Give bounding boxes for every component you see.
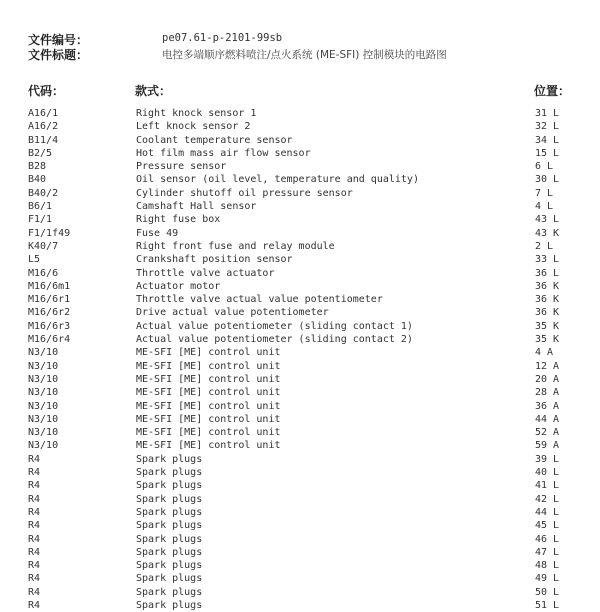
table-row — [0, 373, 600, 386]
component-description: Right knock sensor 1 — [136, 108, 257, 119]
component-description: Spark plugs — [136, 467, 203, 479]
component-description: Spark plugs — [136, 546, 203, 558]
component-code: M16/6r2 — [28, 307, 71, 319]
table-row — [0, 213, 600, 226]
component-position: 59 A — [535, 440, 560, 452]
component-code: R4 — [28, 533, 41, 545]
component-position: 43 L — [535, 214, 560, 226]
table-row — [0, 533, 600, 546]
table-row — [0, 546, 600, 559]
component-description: Right fuse box — [136, 214, 221, 226]
component-position: 28 A — [535, 387, 560, 399]
component-position: 42 L — [535, 493, 560, 505]
component-position: 32 L — [535, 121, 560, 133]
component-position: 20 A — [535, 373, 560, 385]
component-position: 49 L — [535, 573, 560, 585]
component-code: A16/1 — [28, 108, 59, 119]
component-position: 51 L — [535, 599, 560, 611]
component-code: F1/1f49 — [28, 227, 71, 239]
table-row — [0, 187, 600, 200]
component-code: B2/5 — [28, 147, 53, 159]
table-row — [0, 426, 600, 439]
component-code: M16/6m1 — [28, 280, 71, 292]
table-row — [0, 466, 600, 479]
table-row — [0, 320, 600, 333]
component-description: Spark plugs — [136, 586, 203, 598]
component-description: Coolant temperature sensor — [136, 134, 293, 146]
table-row — [0, 572, 600, 585]
component-description: Actual value potentiometer (sliding contact 2) — [136, 334, 413, 346]
component-description: Drive actual value potentiometer — [136, 307, 329, 319]
component-position: 43 K — [535, 227, 560, 239]
table-row — [0, 267, 600, 280]
component-position: 44 L — [535, 506, 560, 518]
table-row — [0, 599, 600, 612]
component-position: 2 L — [535, 240, 554, 252]
component-description: ME-SFI [ME] control unit — [136, 440, 281, 452]
component-code: R4 — [28, 467, 41, 479]
component-position: 40 L — [535, 467, 560, 479]
table-row — [0, 519, 600, 532]
component-position: 33 L — [535, 254, 560, 266]
component-description: Fuse 49 — [136, 227, 179, 239]
component-code: R4 — [28, 480, 41, 492]
component-code: R4 — [28, 599, 41, 611]
table-row — [0, 253, 600, 266]
table-row — [0, 173, 600, 186]
component-position: 36 A — [535, 400, 560, 412]
component-description: Actuator motor — [136, 280, 221, 292]
component-position: 36 K — [535, 280, 560, 292]
component-description: Camshaft Hall sensor — [136, 201, 257, 213]
component-description: Throttle valve actuator — [136, 267, 275, 279]
component-code: M16/6r1 — [28, 294, 71, 306]
table-row — [0, 400, 600, 413]
component-position: 48 L — [535, 560, 560, 572]
component-description: Spark plugs — [136, 573, 203, 585]
component-position: 4 L — [535, 201, 554, 213]
component-position: 47 L — [535, 546, 560, 558]
component-position: 36 K — [535, 307, 560, 319]
component-position: 46 L — [535, 533, 560, 545]
component-description: ME-SFI [ME] control unit — [136, 413, 281, 425]
component-description: Spark plugs — [136, 560, 203, 572]
component-position: 7 L — [535, 187, 554, 199]
column-header-description: 款式： — [135, 84, 172, 98]
component-code: R4 — [28, 573, 41, 585]
component-code: M16/6r4 — [28, 334, 71, 346]
component-code: N3/10 — [28, 347, 59, 359]
component-description: Left knock sensor 2 — [136, 121, 251, 133]
column-header-position: 位置： — [534, 84, 571, 98]
component-description: ME-SFI [ME] control unit — [136, 360, 281, 372]
component-code: N3/10 — [28, 400, 59, 412]
component-position: 45 L — [535, 520, 560, 532]
component-code: N3/10 — [28, 413, 59, 425]
component-position: 44 A — [535, 413, 560, 425]
component-description: Actual value potentiometer (sliding contact 1) — [136, 320, 413, 332]
table-row — [0, 293, 600, 306]
component-position: 31 L — [535, 108, 560, 119]
component-description: ME-SFI [ME] control unit — [136, 427, 281, 439]
table-row — [0, 134, 600, 147]
component-position: 30 L — [535, 174, 560, 186]
doc-title-label: 文件标题： — [28, 48, 89, 62]
component-description: Hot film mass air flow sensor — [136, 147, 311, 159]
component-code: L5 — [28, 254, 41, 266]
doc-number-label: 文件编号： — [28, 33, 89, 47]
component-description: Pressure sensor — [136, 161, 227, 173]
table-row — [0, 559, 600, 572]
component-description: Spark plugs — [136, 493, 203, 505]
component-position: 36 L — [535, 267, 560, 279]
table-row — [0, 306, 600, 319]
table-row — [0, 413, 600, 426]
component-list — [0, 107, 600, 612]
component-code: F1/1 — [28, 214, 53, 226]
component-description: ME-SFI [ME] control unit — [136, 387, 281, 399]
component-code: M16/6 — [28, 267, 59, 279]
table-row — [0, 227, 600, 240]
component-code: B28 — [28, 161, 47, 173]
doc-number-value: pe07.61-p-2101-99sb — [162, 32, 283, 44]
component-code: N3/10 — [28, 387, 59, 399]
component-code: B6/1 — [28, 201, 53, 213]
component-code: K40/7 — [28, 240, 59, 252]
component-position: 4 A — [535, 347, 554, 359]
component-code: R4 — [28, 586, 41, 598]
table-row — [0, 107, 600, 120]
component-description: Oil sensor (oil level, temperature and quality) — [136, 174, 419, 186]
component-description: Crankshaft position sensor — [136, 254, 293, 266]
table-row — [0, 333, 600, 346]
component-position: 50 L — [535, 586, 560, 598]
component-description: ME-SFI [ME] control unit — [136, 373, 281, 385]
table-row — [0, 453, 600, 466]
component-description: Cylinder shutoff oil pressure sensor — [136, 187, 353, 199]
component-code: N3/10 — [28, 360, 59, 372]
column-header-code: 代码： — [28, 84, 65, 98]
table-row — [0, 586, 600, 599]
component-description: ME-SFI [ME] control unit — [136, 400, 281, 412]
component-description: Spark plugs — [136, 599, 203, 611]
component-code: R4 — [28, 560, 41, 572]
component-position: 35 K — [535, 320, 560, 332]
doc-title-value: 电控多端顺序燃料喷注/点火系统 (ME-SFI) 控制模块的电路图 — [162, 49, 447, 61]
component-code: B40/2 — [28, 187, 59, 199]
component-position: 34 L — [535, 134, 560, 146]
component-position: 36 K — [535, 294, 560, 306]
component-code: B40 — [28, 174, 47, 186]
component-code: R4 — [28, 453, 41, 465]
table-row — [0, 120, 600, 133]
component-description: Spark plugs — [136, 453, 203, 465]
component-position: 39 L — [535, 453, 560, 465]
component-position: 52 A — [535, 427, 560, 439]
table-row — [0, 200, 600, 213]
component-description: Spark plugs — [136, 520, 203, 532]
component-description: Spark plugs — [136, 506, 203, 518]
component-description: Spark plugs — [136, 533, 203, 545]
component-description: ME-SFI [ME] control unit — [136, 347, 281, 359]
component-position: 41 L — [535, 480, 560, 492]
component-position: 12 A — [535, 360, 560, 372]
component-position: 35 K — [535, 334, 560, 346]
component-code: M16/6r3 — [28, 320, 71, 332]
component-code: A16/2 — [28, 121, 59, 133]
table-row — [0, 240, 600, 253]
component-code: B11/4 — [28, 134, 59, 146]
table-row — [0, 360, 600, 373]
component-description: Right front fuse and relay module — [136, 240, 335, 252]
table-row — [0, 386, 600, 399]
component-code: N3/10 — [28, 427, 59, 439]
table-row — [0, 280, 600, 293]
table-row — [0, 479, 600, 492]
component-code: R4 — [28, 546, 41, 558]
table-row — [0, 147, 600, 160]
table-row — [0, 506, 600, 519]
component-description: Spark plugs — [136, 480, 203, 492]
component-position: 6 L — [535, 161, 554, 173]
table-row — [0, 160, 600, 173]
component-code: R4 — [28, 520, 41, 532]
component-code: R4 — [28, 506, 41, 518]
component-code: R4 — [28, 493, 41, 505]
table-row — [0, 439, 600, 452]
component-code: N3/10 — [28, 440, 59, 452]
component-description: Throttle valve actual value potentiometer — [136, 294, 383, 306]
component-position: 15 L — [535, 147, 560, 159]
table-row — [0, 493, 600, 506]
component-code: N3/10 — [28, 373, 59, 385]
table-row — [0, 346, 600, 359]
